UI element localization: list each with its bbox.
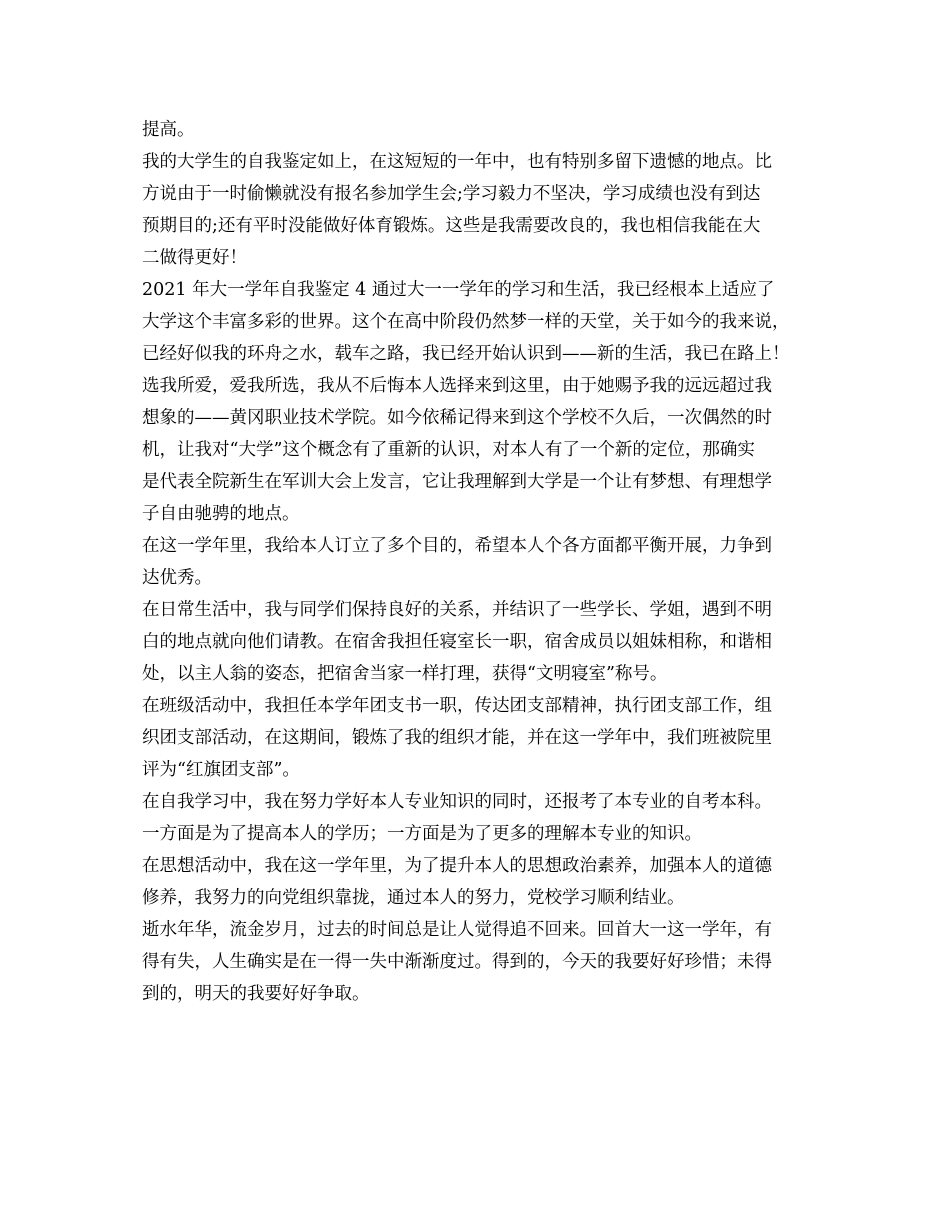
text-line: 方说由于一时偷懒就没有报名参加学生会;学习毅力不坚决，学习成绩也没有到达: [142, 184, 761, 204]
text-line: 想象的——黄冈职业技术学院。如今依稀记得来到这个学校不久后，一次偶然的时: [142, 408, 772, 428]
text-line: 处，以主人翁的姿态，把宿舍当家一样打理，获得“文明寝室”称号。: [142, 664, 668, 684]
text-line: 机，让我对“大学”这个概念有了重新的认识，对本人有了一个新的定位，那确实: [142, 440, 755, 460]
text-line: 提高。: [142, 120, 195, 140]
text-line: 二做得更好！: [142, 248, 247, 268]
text-line: 已经好似我的环舟之水，载车之路，我已经开始认识到——新的生活，我已在路上！: [142, 344, 790, 364]
text-line: 评为“红旗团支部”。: [142, 760, 300, 780]
text-line: 在自我学习中，我在努力学好本人专业知识的同时，还报考了本专业的自考本科。: [142, 792, 772, 812]
text-line: 一方面是为了提高本人的学历；一方面是为了更多的理解本专业的知识。: [142, 824, 702, 844]
text-line: 在班级活动中，我担任本学年团支书一职，传达团支部精神，执行团支部工作，组: [142, 696, 772, 716]
text-line: 2021 年大一学年自我鉴定 4 通过大一一学年的学习和生活，我已经根本上适应了: [142, 280, 775, 300]
text-line: 大学这个丰富多彩的世界。这个在高中阶段仍然梦一样的天堂，关于如今的我来说，: [142, 312, 790, 332]
text-line: 白的地点就向他们请教。在宿舍我担任寝室长一职，宿舍成员以姐妹相称，和谐相: [142, 632, 772, 652]
text-line: 织团支部活动，在这期间，锻炼了我的组织才能，并在这一学年中，我们班被院里: [142, 728, 772, 748]
text-line: 我的大学生的自我鉴定如上，在这短短的一年中，也有特别多留下遗憾的地点。比: [142, 152, 772, 172]
text-line: 修养，我努力的向党组织靠拢，通过本人的努力，党校学习顺利结业。: [142, 888, 685, 908]
text-line: 在这一学年里，我给本人订立了多个目的，希望本人个各方面都平衡开展，力争到: [142, 536, 772, 556]
text-line: 逝水年华，流金岁月，过去的时间总是让人觉得追不回来。回首大一这一学年，有: [142, 920, 772, 940]
text-line: 达优秀。: [142, 568, 212, 588]
text-line: 预期目的;还有平时没能做好体育锻炼。这些是我需要改良的，我也相信我能在大: [142, 216, 761, 236]
text-line: 到的，明天的我要好好争取。: [142, 984, 370, 1004]
text-line: 子自由驰骋的地点。: [142, 504, 300, 524]
document-body: [142, 114, 822, 1010]
text-line: 得有失，人生确实是在一得一失中渐渐度过。得到的，今天的我要好好珍惜；未得: [142, 952, 772, 972]
text-line: 选我所爱，爱我所选，我从不后悔本人选择来到这里，由于她赐予我的远远超过我: [142, 376, 772, 396]
text-line: 在日常生活中，我与同学们保持良好的关系，并结识了一些学长、学姐，遇到不明: [142, 600, 772, 620]
text-line: 是代表全院新生在军训大会上发言，它让我理解到大学是一个让有梦想、有理想学: [142, 472, 772, 492]
text-line: 在思想活动中，我在这一学年里，为了提升本人的思想政治素养，加强本人的道德: [142, 856, 772, 876]
